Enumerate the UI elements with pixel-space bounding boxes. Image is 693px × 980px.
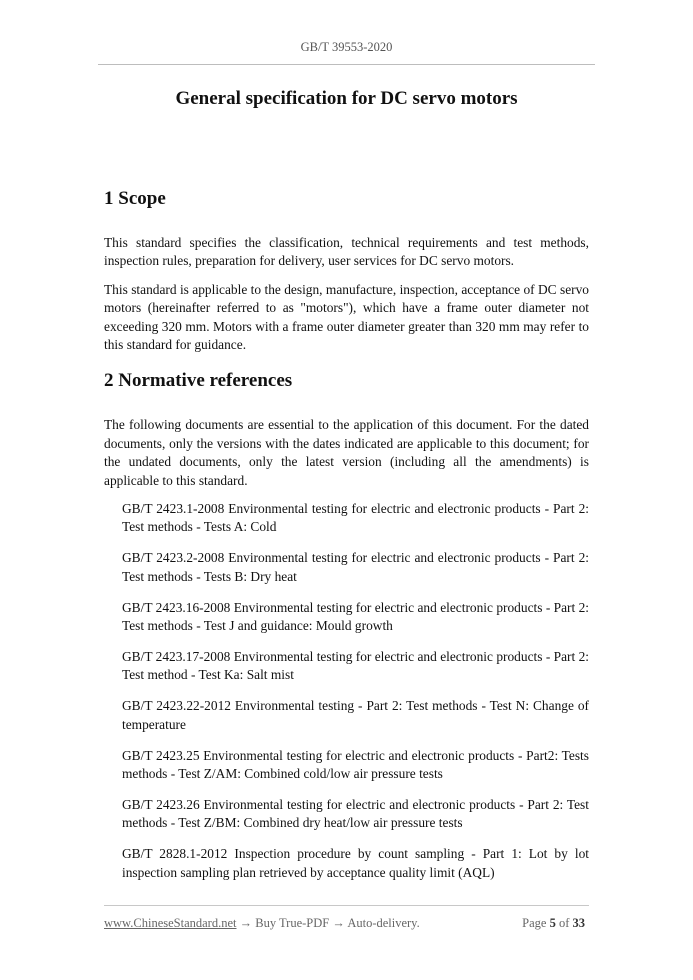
document-body — [104, 186, 589, 895]
section-heading-scope: 1 Scope — [104, 188, 166, 209]
document-title: General specification for DC servo motors — [175, 88, 518, 109]
footer-divider — [104, 905, 589, 906]
reference-item: GB/T 2423.2-2008 Environmental testing for electric and electronic products - Part 2: Test methods - Tests B: Dry heat — [122, 550, 589, 584]
buy-pdf-link[interactable]: Buy True-PDF — [255, 916, 330, 930]
site-link[interactable]: www.ChineseStandard.net — [104, 916, 237, 930]
page-header: GB/T 39553-2020 — [300, 40, 393, 54]
arrow-right-icon: → — [239, 916, 253, 930]
of-label: of — [558, 916, 570, 930]
reference-item: GB/T 2423.17-2008 Environmental testing for electric and electronic products - Part 2: Test method - Test Ka: Salt mist — [122, 649, 589, 683]
reference-item: GB/T 2423.22-2012 Environmental testing - Part 2: Test methods - Test N: Change of temperature — [122, 698, 589, 732]
reference-item: GB/T 2828.1-2012 Inspection procedure by count sampling - Part 1: Lot by lot inspection sampling plan retrieved by acceptance quality limit (AQL) — [122, 846, 589, 880]
total-pages: 33 — [572, 916, 585, 930]
section-heading-normative-references: 2 Normative references — [104, 370, 293, 392]
normative-intro: The following documents are essential to the application of this document. For the dated documents, only the versions with the dates indicated are applicable to this document; for the undated documents, only the latest version (including all the amendments) is applicable to this standard. — [104, 417, 589, 488]
reference-item: GB/T 2423.26 Environmental testing for electric and electronic products - Part 2: Test methods - Test Z/BM: Combined dry heat/low air pressure tests — [122, 796, 589, 831]
header-divider — [98, 64, 595, 65]
current-page: 5 — [549, 916, 556, 930]
scope-paragraph-1: This standard specifies the classification, technical requirements and test methods, inspection rules, preparation for delivery, user services for DC servo motors. — [104, 235, 589, 269]
arrow-right-icon: → — [332, 916, 345, 930]
page-label: Page — [522, 916, 547, 930]
auto-delivery-text: Auto-delivery. — [347, 916, 420, 930]
page-number — [522, 916, 585, 931]
reference-item: GB/T 2423.1-2008 Environmental testing for electric and electronic products - Part 2: Test methods - Tests A: Cold — [122, 501, 589, 535]
reference-item: GB/T 2423.25 Environmental testing for electric and electronic products - Part2: Tests methods - Test Z/AM: Combined cold/low air pressure tests — [122, 747, 589, 782]
scope-paragraph-2: This standard is applicable to the design, manufacture, inspection, acceptance of DC servo motors (hereinafter referred to as "motors"), which have a frame outer diameter not exceeding 320 mm. Motors with a frame outer diameter greater than 320 mm may refer to this standard for guidance. — [104, 281, 589, 353]
footer-links — [104, 916, 420, 931]
reference-item: GB/T 2423.16-2008 Environmental testing for electric and electronic products - Part 2: Test methods - Test J and guidance: Mould growth — [122, 599, 589, 634]
